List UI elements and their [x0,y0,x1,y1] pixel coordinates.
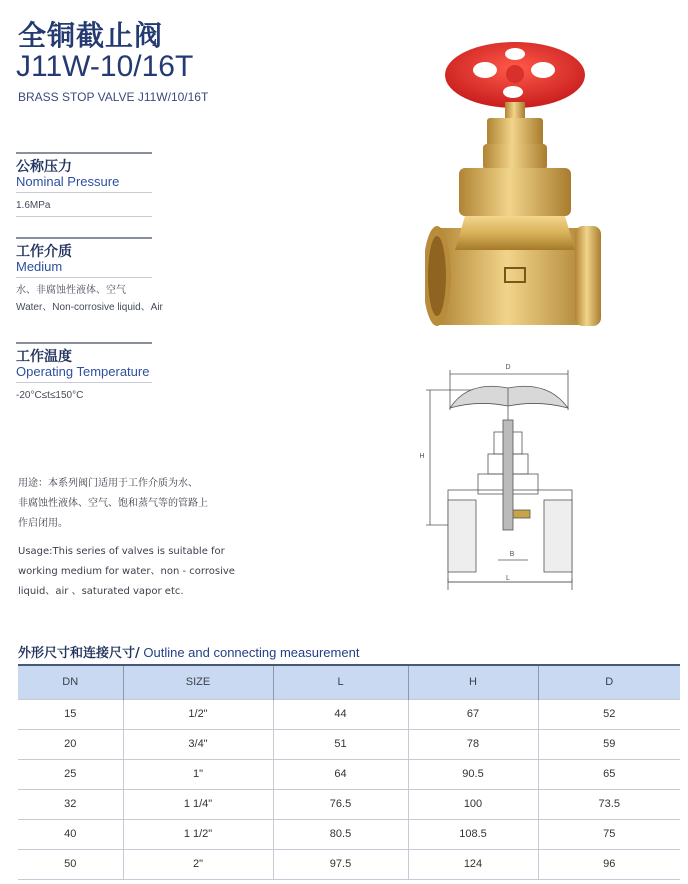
spec-label-cn: 工作介质 [16,244,72,260]
cell-size: 1 1/2" [123,819,273,849]
spec-label-cn: 公称压力 [16,159,72,175]
spec-label-en: Operating Temperature [16,364,150,379]
column-header-h: H [408,665,538,699]
column-header-l: L [273,665,408,699]
cell-d: 96 [538,849,680,879]
product-model: J11W-10/16T [16,50,194,83]
spec-value: -20°C≤t≤150°C [16,390,84,401]
product-title-en: BRASS STOP VALVE J11W/10/16T [18,90,209,104]
column-header-d: D [538,665,680,699]
cell-l: 97.5 [273,849,408,879]
dimension-h-label: H [419,453,425,460]
usage-en-line: liquid、air 、saturated vapor etc. [18,586,184,597]
spec-divider [16,152,152,154]
spec-separator [16,277,152,278]
spec-value: 水、非腐蚀性液体、空气 [16,285,126,296]
table-header-row [18,665,680,699]
usage-cn-line: 非腐蚀性液体、空气、饱和蒸气等的管路上 [18,498,208,509]
spec-label-cn: 工作温度 [16,349,72,365]
table-row [18,759,680,789]
cell-d: 75 [538,819,680,849]
dimensions-table [18,664,680,880]
section-title-cn: 外形尺寸和连接尺寸/ [18,646,140,661]
spec-medium [16,237,163,315]
valve-technical-drawing [408,360,583,595]
table-row [18,849,680,879]
cell-l: 76.5 [273,789,408,819]
spec-label-en: Medium [16,259,63,274]
cell-h: 100 [408,789,538,819]
usage-en [18,542,235,602]
cell-d: 59 [538,729,680,759]
cell-d: 73.5 [538,789,680,819]
spec-divider [16,237,152,239]
cell-l: 80.5 [273,819,408,849]
cell-h: 90.5 [408,759,538,789]
cell-h: 78 [408,729,538,759]
handwheel-icon [445,42,585,108]
cell-h: 124 [408,849,538,879]
table-row [18,699,680,729]
cell-d: 65 [538,759,680,789]
spec-value: Water、Non-corrosive liquid、Air [16,302,163,313]
usage-cn-line: 作启闭用。 [18,518,68,529]
dimension-d-label: D [505,364,511,371]
cell-h: 108.5 [408,819,538,849]
usage-cn-line: 用途：本系列阀门适用于工作介质为水、 [18,478,198,489]
cell-dn: 25 [18,759,123,789]
spec-separator [16,382,152,383]
dimension-b-label: B [509,551,515,558]
cell-dn: 20 [18,729,123,759]
cell-dn: 32 [18,789,123,819]
dimension-l-label: L [506,575,510,582]
product-title-cn: 全铜截止阀 [18,19,164,52]
cell-l: 64 [273,759,408,789]
table-row [18,789,680,819]
spec-divider [16,342,152,344]
table-row [18,729,680,759]
usage-en-line: Usage:This series of valves is suitable for [18,546,225,557]
usage-en-line: working medium for water、non - corrosive [18,566,235,577]
cell-dn: 40 [18,819,123,849]
spec-nominal-pressure [16,152,152,217]
cell-l: 44 [273,699,408,729]
spec-temperature [16,342,152,403]
usage-cn [18,474,208,534]
spec-value: 1.6MPa [16,200,51,211]
column-header-dn: DN [18,665,123,699]
cell-dn: 15 [18,699,123,729]
spec-separator [16,192,152,193]
cell-dn: 50 [18,849,123,879]
cell-size: 1 1/4" [123,789,273,819]
valve-photo [425,40,605,340]
spec-label-en: Nominal Pressure [16,174,120,189]
cell-size: 2" [123,849,273,879]
spec-separator [16,216,152,217]
cell-l: 51 [273,729,408,759]
table-section-title [18,642,359,661]
table-row [18,819,680,849]
cell-size: 3/4" [123,729,273,759]
cell-d: 52 [538,699,680,729]
cell-size: 1" [123,759,273,789]
column-header-size: SIZE [123,665,273,699]
cell-h: 67 [408,699,538,729]
section-title-en: Outline and connecting measurement [139,645,360,660]
cell-size: 1/2" [123,699,273,729]
